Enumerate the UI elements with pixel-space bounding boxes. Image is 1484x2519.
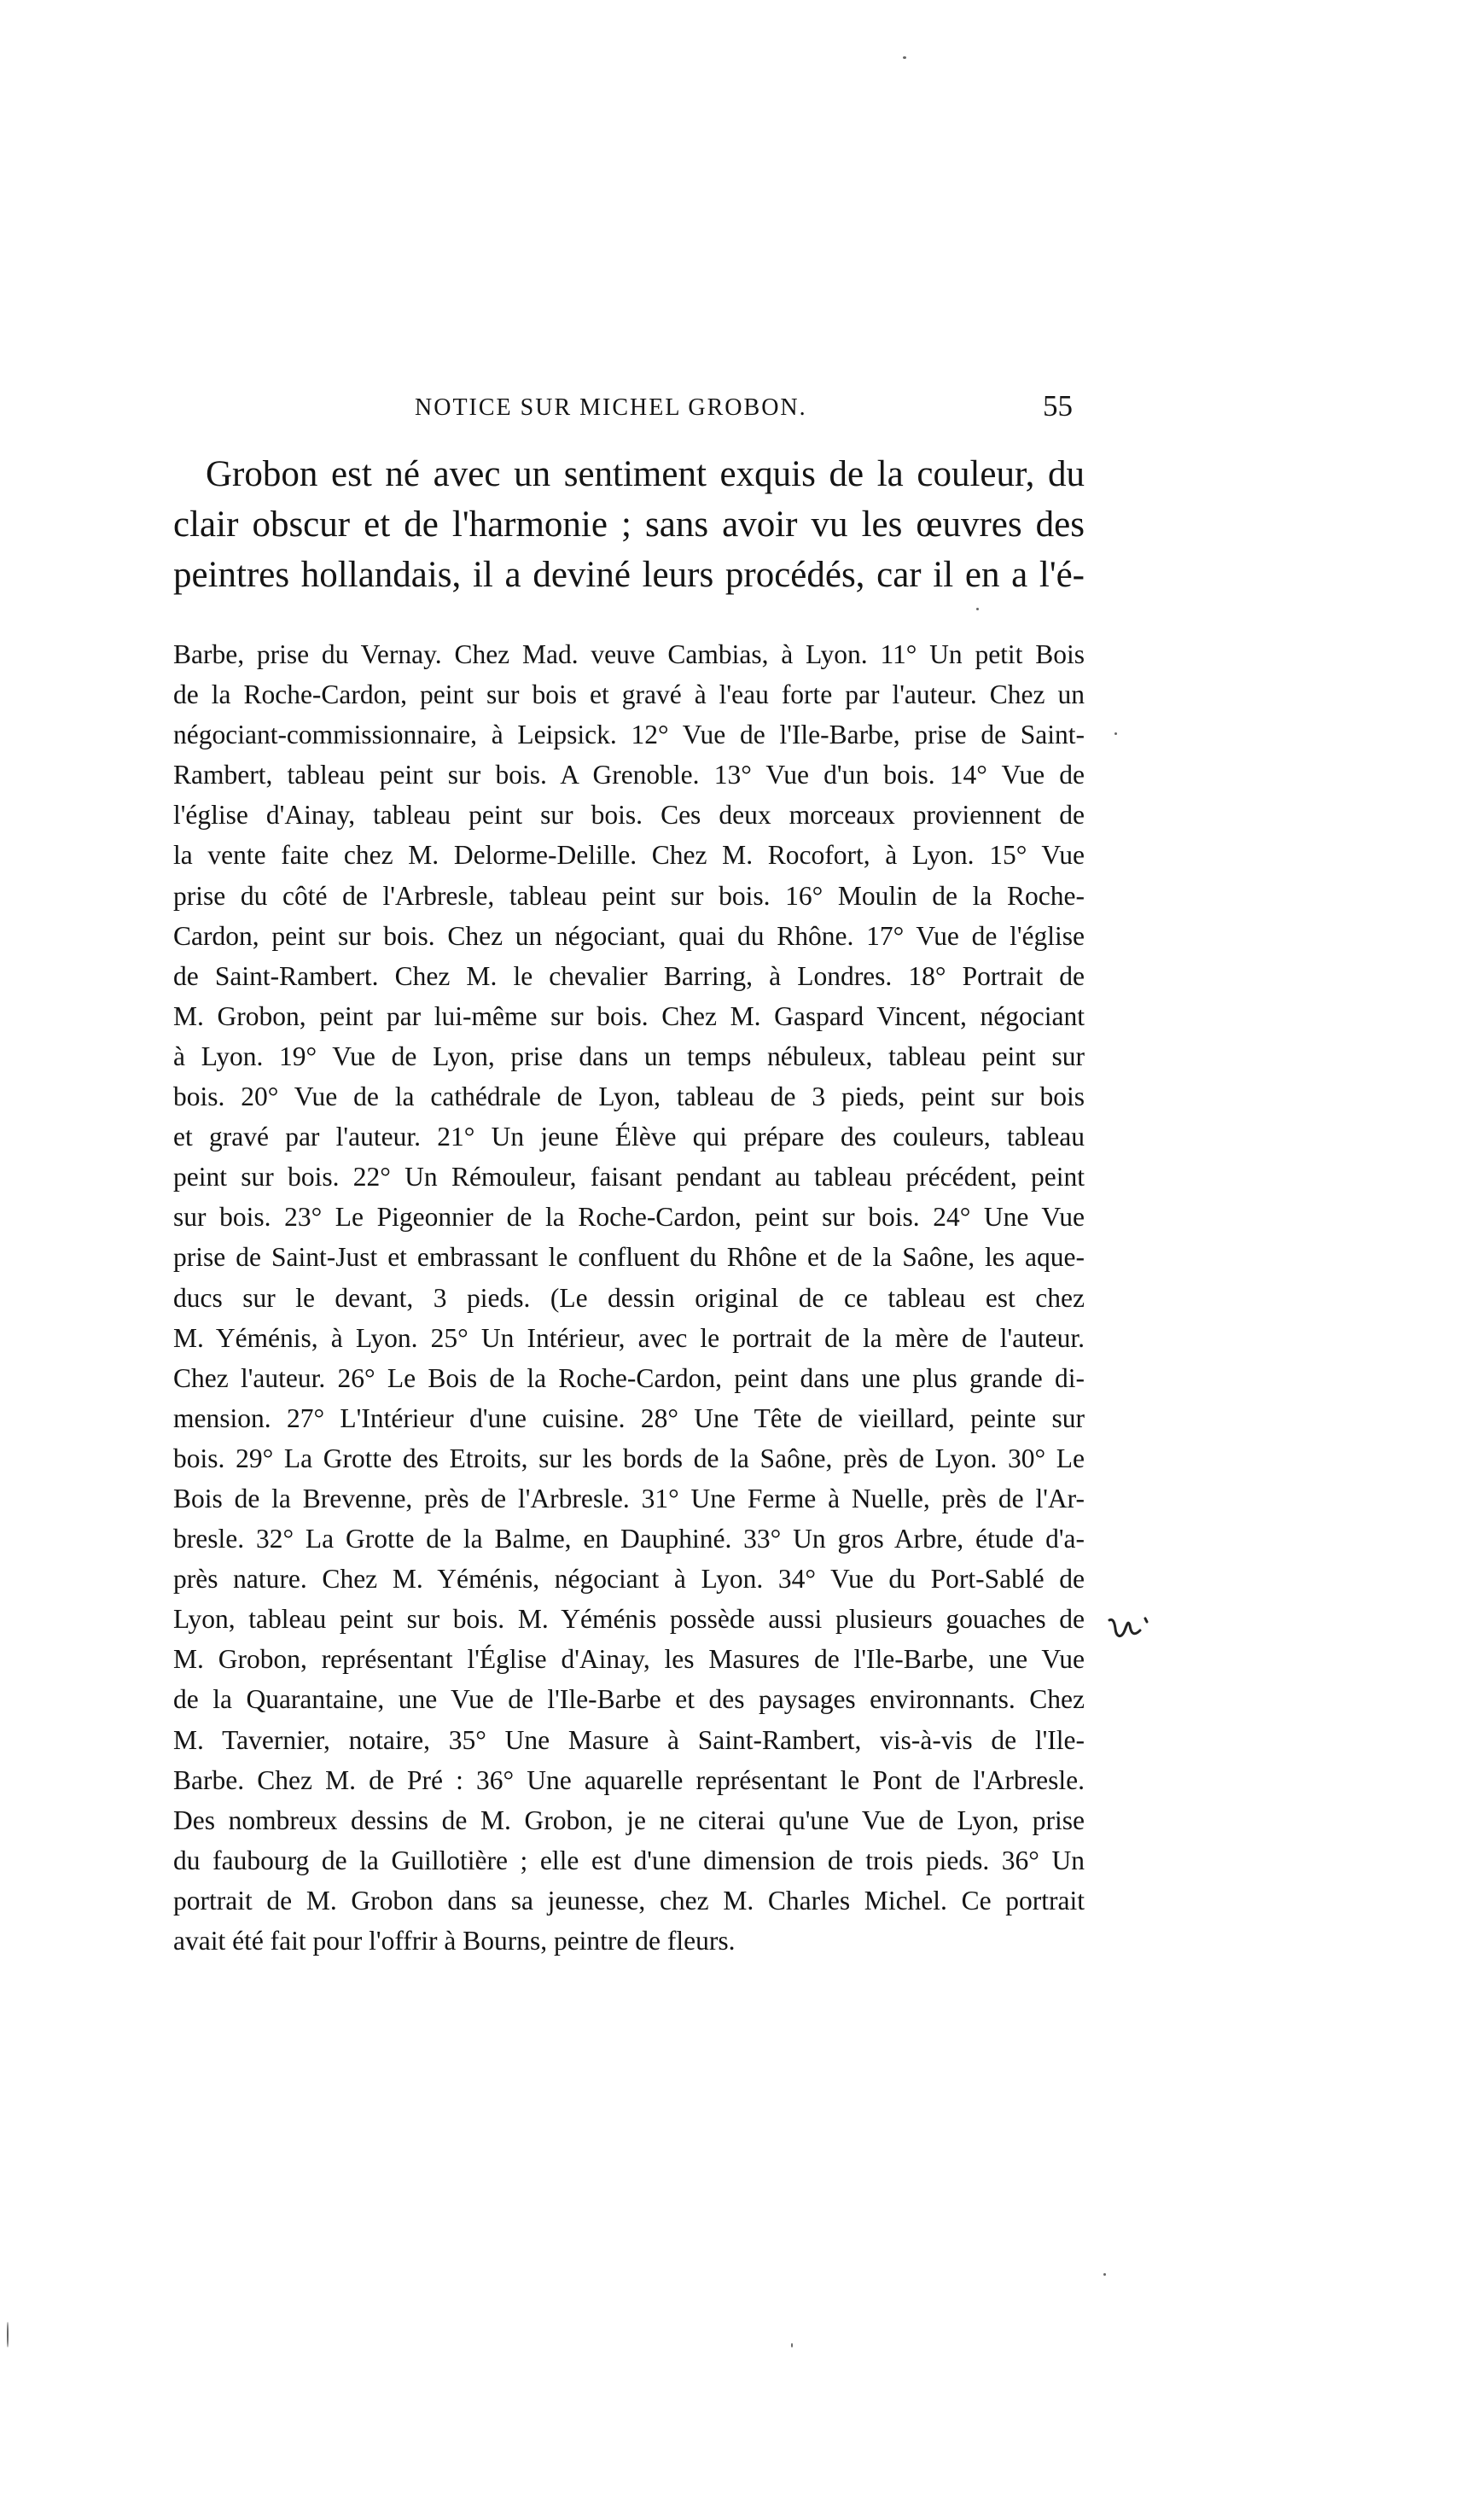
footnote-line: M. Grobon, représentant l'Église d'Ainay, les Masures de l'Ile-Barbe, une Vue (173, 1644, 1085, 1675)
paper-speck (976, 608, 979, 610)
footnote-line: de la Quarantaine, une Vue de l'Ile-Barbe et des paysages environnants. Chez (173, 1684, 1085, 1715)
footnote-line: Lyon, tableau peint sur bois. M. Yéménis possède aussi plusieurs gouaches de (173, 1604, 1085, 1635)
footnote-line: à Lyon. 19° Vue de Lyon, prise dans un temps nébuleux, tableau peint sur (173, 1041, 1085, 1071)
footnote-line: peint sur bois. 22° Un Rémouleur, faisant pendant au tableau précédent, peint (173, 1162, 1085, 1192)
footnote-line: négociant-commissionnaire, à Leipsick. 12° Vue de l'Ile-Barbe, prise de Saint- (173, 720, 1085, 750)
footnote-line: portrait de M. Grobon dans sa jeunesse, chez M. Charles Michel. Ce portrait (173, 1885, 1085, 1915)
footnote-line: près nature. Chez M. Yéménis, négociant à Lyon. 34° Vue du Port-Sablé de (173, 1564, 1085, 1595)
footnote-line: M. Grobon, peint par lui-même sur bois. Chez M. Gaspard Vincent, négociant (173, 1000, 1085, 1031)
footnote-line: prise de Saint-Just et embrassant le confluent du Rhône et de la Saône, les aque- (173, 1242, 1085, 1273)
footnote-block (173, 634, 1085, 1961)
running-title: NOTICE SUR MICHEL GROBON. (415, 394, 807, 421)
footnote-line: du faubourg de la Guillotière ; elle est d'une dimension de trois pieds. 36° Un (173, 1845, 1085, 1875)
footnote-line: prise du côté de l'Arbresle, tableau peint sur bois. 16° Moulin de la Roche- (173, 880, 1085, 911)
main-paragraph-line: clair obscur et de l'harmonie ; sans avoir vu les œuvres des (173, 504, 1085, 545)
footnote-line: Barbe. Chez M. de Pré : 36° Une aquarelle représentant le Pont de l'Arbresle. (173, 1764, 1085, 1795)
footnote-line: et gravé par l'auteur. 21° Un jeune Élève qui prépare des couleurs, tableau (173, 1122, 1085, 1152)
main-paragraph-line: peintres hollandais, il a deviné leurs procédés, car il en a l'é- (173, 555, 1085, 595)
paper-speck (903, 56, 906, 59)
paper-speck (791, 2343, 793, 2347)
footnote-line: la vente faite chez M. Delorme-Delille. Chez M. Rocofort, à Lyon. 15° Vue (173, 840, 1085, 871)
paper-speck (7, 2322, 9, 2347)
footnote-line: de Saint-Rambert. Chez M. le chevalier Barring, à Londres. 18° Portrait de (173, 960, 1085, 991)
footnote-line: M. Yéménis, à Lyon. 25° Un Intérieur, avec le portrait de la mère de l'auteur. (173, 1322, 1085, 1353)
footnote-line: Cardon, peint sur bois. Chez un négociant, quai du Rhône. 17° Vue de l'église (173, 920, 1085, 951)
main-paragraph-line: Grobon est né avec un sentiment exquis de la couleur, du (206, 454, 1085, 494)
footnote-line: sur bois. 23° Le Pigeonnier de la Roche-Cardon, peint sur bois. 24° Une Vue (173, 1202, 1085, 1233)
footnote-line: Rambert, tableau peint sur bois. A Grenoble. 13° Vue d'un bois. 14° Vue de (173, 760, 1085, 790)
footnote-line: mension. 27° L'Intérieur d'une cuisine. 28° Une Tête de vieillard, peinte sur (173, 1402, 1085, 1433)
page-number: 55 (1043, 389, 1073, 423)
footnote-line: ducs sur le devant, 3 pieds. (Le dessin original de ce tableau est chez (173, 1282, 1085, 1313)
paper-speck (1114, 732, 1117, 735)
footnote-line: bois. 20° Vue de la cathédrale de Lyon, tableau de 3 pieds, peint sur bois (173, 1082, 1085, 1112)
footnote-line: Barbe, prise du Vernay. Chez Mad. veuve Cambias, à Lyon. 11° Un petit Bois (173, 639, 1085, 669)
footnote-line: de la Roche-Cardon, peint sur bois et gravé à l'eau forte par l'auteur. Chez un (173, 679, 1085, 710)
footnote-line: Chez l'auteur. 26° Le Bois de la Roche-Cardon, peint dans une plus grande di- (173, 1362, 1085, 1393)
footnote-line: Des nombreux dessins de M. Grobon, je ne citerai qu'une Vue de Lyon, prise (173, 1805, 1085, 1835)
footnote-line: bresle. 32° La Grotte de la Balme, en Dauphiné. 33° Un gros Arbre, étude d'a- (173, 1524, 1085, 1554)
footnote-line: bois. 29° La Grotte des Etroits, sur les bords de la Saône, près de Lyon. 30° Le (173, 1443, 1085, 1473)
footnote-line: avait été fait pour l'offrir à Bourns, peintre de fleurs. (173, 1926, 736, 1956)
handwritten-pencil-mark-icon (1108, 1612, 1157, 1646)
footnote-line: l'église d'Ainay, tableau peint sur bois. Ces deux morceaux proviennent de (173, 800, 1085, 831)
main-paragraph (173, 449, 1085, 600)
paper-speck (1103, 2273, 1106, 2276)
footnote-line: M. Tavernier, notaire, 35° Une Masure à Saint-Rambert, vis-à-vis de l'Ile- (173, 1724, 1085, 1755)
footnote-line: Bois de la Brevenne, près de l'Arbresle. 31° Une Ferme à Nuelle, près de l'Ar- (173, 1483, 1085, 1513)
